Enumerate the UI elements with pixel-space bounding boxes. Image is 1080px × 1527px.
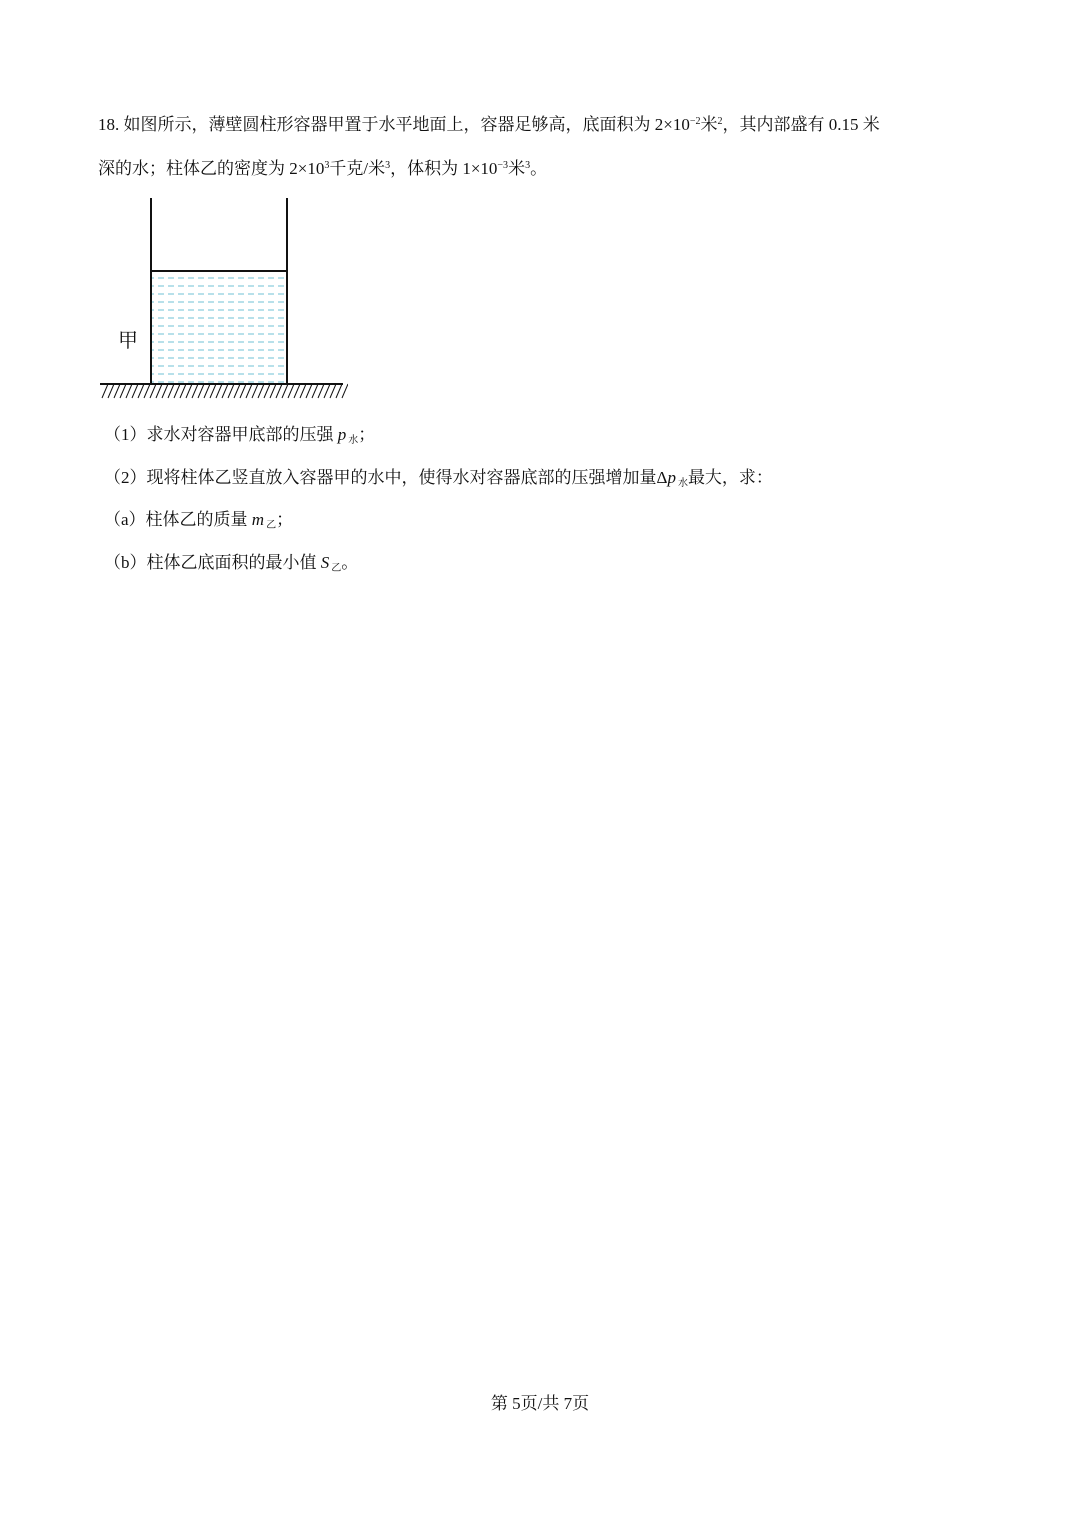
hatch-line: [336, 384, 342, 398]
hatch-line: [186, 384, 192, 398]
hatch-line: [120, 384, 126, 398]
hatch-line: [282, 384, 288, 398]
part-a: （a）柱体乙的质量 m 乙；: [104, 510, 294, 531]
part-b: （b）柱体乙底面积的最小值 S 乙。: [104, 553, 359, 574]
question-number: 18.: [98, 115, 120, 134]
hatch-line: [234, 384, 240, 398]
hatch-line: [294, 384, 300, 398]
part-2: （2）现将柱体乙竖直放入容器甲的水中，使得水对容器底部的压强增加量Δp 水最大，求：: [104, 468, 773, 489]
hatch-line: [306, 384, 312, 398]
hatch-line: [132, 384, 138, 398]
hatch-line: [198, 384, 204, 398]
hatch-line: [288, 384, 294, 398]
hatch-line: [276, 384, 282, 398]
container-figure: [98, 194, 348, 411]
hatch-line: [102, 384, 108, 398]
hatch-line: [318, 384, 324, 398]
question-line-1: 18. 如图所示，薄壁圆柱形容器甲置于水平地面上，容器足够高，底面积为 $2\times 10^{-2}$米$^2$，其内部盛有 0.15 米: [98, 115, 880, 134]
container-diagram: [98, 194, 348, 406]
hatch-line: [150, 384, 156, 398]
hatch-line: [216, 384, 222, 398]
hatch-line: [138, 384, 144, 398]
hatch-line: [300, 384, 306, 398]
hatch-line: [204, 384, 210, 398]
hatch-line: [330, 384, 336, 398]
page-number: 第 5页/共 7页: [490, 1394, 590, 1413]
hatch-line: [168, 384, 174, 398]
hatch-line: [126, 384, 132, 398]
hatch-line: [252, 384, 258, 398]
ground-hatching: [102, 384, 348, 398]
hatch-line: [264, 384, 270, 398]
hatch-line: [312, 384, 318, 398]
question-line-2: 深的水；柱体乙的密度为 $2\times 10^3$千克/米$^3$，体积为 $1\times 10^{-3}$米$^3$。: [98, 159, 548, 178]
hatch-line: [162, 384, 168, 398]
hatch-line: [246, 384, 252, 398]
hatch-line: [240, 384, 246, 398]
hatch-line: [228, 384, 234, 398]
hatch-line: [210, 384, 216, 398]
hatch-line: [324, 384, 330, 398]
hatch-line: [174, 384, 180, 398]
hatch-line: [222, 384, 228, 398]
part-1: （1）求水对容器甲底部的压强 p 水；: [104, 425, 376, 446]
hatch-line: [144, 384, 150, 398]
hatch-line: [270, 384, 276, 398]
hatch-line: [108, 384, 114, 398]
hatch-line: [342, 384, 348, 398]
hatch-line: [258, 384, 264, 398]
hatch-line: [156, 384, 162, 398]
hatch-line: [192, 384, 198, 398]
water-body: [151, 271, 287, 383]
hatch-line: [114, 384, 120, 398]
container-label: 甲: [118, 328, 138, 352]
hatch-line: [180, 384, 186, 398]
